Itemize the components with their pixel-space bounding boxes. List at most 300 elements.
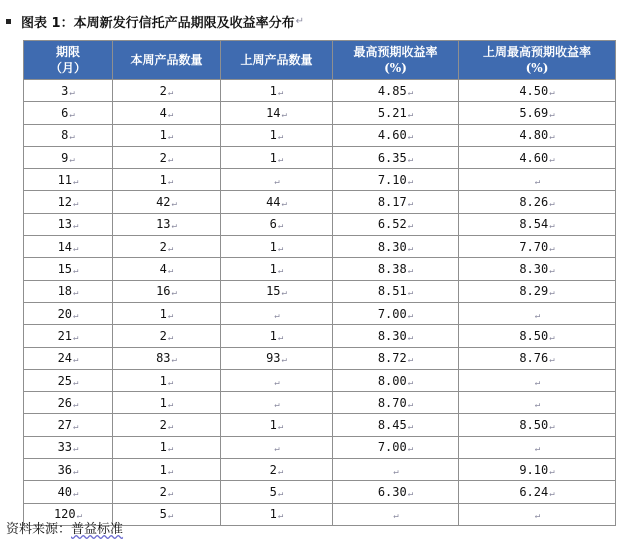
cell-value: 8.70 <box>377 395 407 410</box>
cell-term <box>24 102 113 124</box>
paragraph-mark-icon: ↵ <box>171 288 177 299</box>
table-row <box>24 392 616 414</box>
paragraph-mark-icon: ↵ <box>393 511 399 522</box>
paragraph-mark-icon: ↵ <box>534 399 541 410</box>
cell-this-week-count <box>113 258 221 280</box>
paragraph-mark-icon: ↵ <box>407 399 414 410</box>
cell-max-yield <box>333 124 459 146</box>
cell-last-week-count <box>221 124 333 146</box>
cell-value: 1 <box>159 373 167 388</box>
cell-term <box>24 146 113 168</box>
cell-last-week-max-yield <box>459 392 616 414</box>
cell-last-week-max-yield <box>459 436 616 458</box>
cell-value: 16 <box>156 284 171 299</box>
paragraph-mark-icon: ↵ <box>73 399 79 410</box>
paragraph-mark-icon: ↵ <box>534 377 541 388</box>
table-row <box>24 124 616 146</box>
cell-term <box>24 80 113 102</box>
cell-value: 2 <box>159 239 167 254</box>
paragraph-mark-icon: ↵ <box>277 132 284 143</box>
cell-value: 5.69 <box>519 105 549 120</box>
paragraph-mark-icon: ↵ <box>69 132 75 143</box>
cell-max-yield <box>333 191 459 213</box>
paragraph-mark-icon: ↵ <box>277 221 284 232</box>
cell-value: 1 <box>269 328 277 343</box>
cell-max-yield <box>333 347 459 369</box>
paragraph-mark-icon: ↵ <box>281 288 287 299</box>
cell-value: 14 <box>57 239 73 254</box>
table-row <box>24 481 616 503</box>
cell-value: 1 <box>269 239 277 254</box>
cell-this-week-count <box>113 325 221 347</box>
cell-value: 8.29 <box>519 284 549 299</box>
cell-this-week-count <box>113 280 221 302</box>
cell-value: 15 <box>57 262 73 277</box>
cell-max-yield <box>333 102 459 124</box>
table-row <box>24 369 616 391</box>
paragraph-mark-icon: ↵ <box>549 355 555 366</box>
cell-value: 8.54 <box>519 217 549 232</box>
cell-last-week-max-yield <box>459 325 616 347</box>
header-term: 期限 （月） <box>24 41 113 80</box>
cell-term <box>24 436 113 458</box>
cell-value: 8.72 <box>377 351 407 366</box>
table-row <box>24 459 616 481</box>
cell-last-week-max-yield <box>459 503 616 525</box>
paragraph-mark-icon: ↵ <box>407 422 414 433</box>
paragraph-mark-icon: ↵ <box>407 176 414 187</box>
cell-value: 1 <box>159 128 167 143</box>
cell-value: 36 <box>57 462 73 477</box>
paragraph-mark-icon: ↵ <box>407 109 414 120</box>
source-name: 普益标准 <box>71 522 124 537</box>
cell-this-week-count <box>113 80 221 102</box>
paragraph-mark-icon: ↵ <box>281 109 287 120</box>
cell-max-yield <box>333 325 459 347</box>
paragraph-mark-icon: ↵ <box>73 176 79 187</box>
paragraph-mark-icon: ↵ <box>73 355 79 366</box>
cell-last-week-count <box>221 80 333 102</box>
paragraph-mark-icon: ↵ <box>281 355 287 366</box>
cell-last-week-count <box>221 258 333 280</box>
cell-last-week-max-yield <box>459 213 616 235</box>
cell-value: 2 <box>159 484 167 499</box>
cell-term <box>24 459 113 481</box>
cell-last-week-count <box>221 146 333 168</box>
cell-value: 40 <box>57 484 73 499</box>
cell-value: 8.38 <box>377 262 407 277</box>
cell-value: 8.00 <box>377 373 407 388</box>
paragraph-mark-icon: ↵ <box>73 377 79 388</box>
paragraph-mark-icon: ↵ <box>549 466 555 477</box>
cell-max-yield <box>333 503 459 525</box>
cell-value: 8.17 <box>377 195 407 210</box>
cell-value: 4.50 <box>519 83 549 98</box>
cell-value: 6 <box>269 217 277 232</box>
paragraph-mark-icon: ↵ <box>277 266 284 277</box>
cell-value: 8.45 <box>377 418 407 433</box>
paragraph-mark-icon: ↵ <box>73 199 79 210</box>
paragraph-mark-icon: ↵ <box>549 422 555 433</box>
cell-value: 4.60 <box>377 128 407 143</box>
cell-value: 44 <box>266 195 281 210</box>
cell-this-week-count <box>113 481 221 503</box>
cell-value: 25 <box>57 373 73 388</box>
cell-this-week-count <box>113 369 221 391</box>
cell-value: 14 <box>266 105 281 120</box>
paragraph-mark-icon: ↵ <box>277 488 284 499</box>
cell-max-yield <box>333 369 459 391</box>
paragraph-mark-icon: ↵ <box>167 466 174 477</box>
cell-value: 2 <box>159 418 167 433</box>
paragraph-mark-icon: ↵ <box>277 243 284 254</box>
cell-value: 24 <box>57 351 73 366</box>
cell-value: 13 <box>57 217 73 232</box>
cell-value: 8.30 <box>519 262 549 277</box>
cell-value: 120 <box>53 507 76 522</box>
paragraph-mark-icon: ↵ <box>73 422 79 433</box>
paragraph-mark-icon: ↵ <box>393 466 399 477</box>
paragraph-mark-icon: ↵ <box>171 199 177 210</box>
paragraph-mark-icon: ↵ <box>69 109 75 120</box>
paragraph-mark-icon: ↵ <box>167 266 174 277</box>
cell-max-yield <box>333 436 459 458</box>
paragraph-mark-icon: ↵ <box>171 355 177 366</box>
cell-last-week-count <box>221 414 333 436</box>
cell-value: 7.10 <box>377 172 407 187</box>
paragraph-mark-icon: ↵ <box>274 444 280 455</box>
cell-value: 7.70 <box>519 239 549 254</box>
cell-this-week-count <box>113 169 221 191</box>
paragraph-mark-icon: ↵ <box>167 87 174 98</box>
paragraph-mark-icon: ↵ <box>69 154 75 165</box>
cell-last-week-count <box>221 236 333 258</box>
paragraph-mark-icon: ↵ <box>549 199 555 210</box>
paragraph-mark-icon: ↵ <box>549 132 555 143</box>
paragraph-mark-icon: ↵ <box>407 132 414 143</box>
cell-max-yield <box>333 169 459 191</box>
paragraph-mark-icon: ↵ <box>167 511 174 522</box>
paragraph-mark-icon: ↵ <box>407 444 414 455</box>
paragraph-mark-icon: ↵ <box>407 488 414 499</box>
cell-last-week-max-yield <box>459 302 616 324</box>
cell-this-week-count <box>113 102 221 124</box>
cell-last-week-count <box>221 169 333 191</box>
header-last-week-count: 上周产品数量 <box>221 41 333 80</box>
cell-this-week-count <box>113 392 221 414</box>
table-row <box>24 236 616 258</box>
cell-value: 11 <box>57 172 73 187</box>
paragraph-mark-icon: ↵ <box>407 154 414 165</box>
cell-value: 6.35 <box>377 150 407 165</box>
cell-value: 6.52 <box>377 217 407 232</box>
paragraph-mark-icon: ↵ <box>274 176 280 187</box>
figure-title <box>6 12 304 31</box>
paragraph-mark-icon: ↵ <box>407 355 414 366</box>
cell-last-week-count <box>221 280 333 302</box>
cell-value: 6 <box>61 105 69 120</box>
cell-value: 12 <box>57 195 73 210</box>
paragraph-mark-icon: ↵ <box>167 488 174 499</box>
cell-term <box>24 169 113 191</box>
paragraph-mark-icon: ↵ <box>73 444 79 455</box>
cell-last-week-max-yield <box>459 481 616 503</box>
paragraph-mark-icon: ↵ <box>167 310 174 321</box>
paragraph-mark-icon: ↵ <box>277 422 284 433</box>
cell-value: 9 <box>61 150 69 165</box>
cell-value: 5 <box>159 507 167 522</box>
table-row <box>24 302 616 324</box>
cell-max-yield <box>333 392 459 414</box>
cell-term <box>24 414 113 436</box>
paragraph-mark-icon: ↵ <box>73 332 79 343</box>
cell-term <box>24 392 113 414</box>
header-last-week-max-yield: 上周最高预期收益率 (%) <box>459 41 616 80</box>
paragraph-mark-icon: ↵ <box>534 310 541 321</box>
cell-value: 1 <box>159 395 167 410</box>
cell-value: 1 <box>269 507 277 522</box>
cell-value: 6.30 <box>377 484 407 499</box>
cell-value: 2 <box>269 462 277 477</box>
cell-last-week-max-yield <box>459 169 616 191</box>
cell-value: 3 <box>61 83 69 98</box>
cell-last-week-count <box>221 347 333 369</box>
cell-value: 5 <box>269 484 277 499</box>
cell-this-week-count <box>113 124 221 146</box>
paragraph-mark-icon: ↵ <box>277 154 284 165</box>
cell-last-week-max-yield <box>459 191 616 213</box>
paragraph-mark-icon: ↵ <box>167 154 174 165</box>
cell-value: 42 <box>156 195 171 210</box>
paragraph-mark-icon: ↵ <box>407 288 414 299</box>
cell-max-yield <box>333 280 459 302</box>
cell-last-week-count <box>221 436 333 458</box>
paragraph-mark-icon: ↵ <box>274 310 280 321</box>
source-label: 资料来源： <box>6 522 72 537</box>
paragraph-mark-icon: ↵ <box>277 466 284 477</box>
paragraph-mark-icon: ↵ <box>167 422 174 433</box>
cell-value: 4.85 <box>377 83 407 98</box>
paragraph-mark-icon: ↵ <box>274 377 280 388</box>
cell-value: 1 <box>159 462 167 477</box>
cell-last-week-max-yield <box>459 80 616 102</box>
cell-this-week-count <box>113 436 221 458</box>
cell-term <box>24 280 113 302</box>
cell-value: 18 <box>57 284 73 299</box>
cell-term <box>24 191 113 213</box>
cell-term <box>24 258 113 280</box>
table-row <box>24 146 616 168</box>
cell-value: 27 <box>57 418 73 433</box>
cell-value: 33 <box>57 440 73 455</box>
source-note <box>6 518 123 537</box>
table-row <box>24 169 616 191</box>
cell-value: 1 <box>269 418 277 433</box>
cell-this-week-count <box>113 302 221 324</box>
table-row <box>24 191 616 213</box>
cell-value: 8.76 <box>519 351 549 366</box>
cell-value: 9.10 <box>519 462 549 477</box>
paragraph-mark-icon: ↵ <box>167 176 174 187</box>
cell-last-week-count <box>221 503 333 525</box>
paragraph-mark-icon: ↵ <box>167 444 174 455</box>
paragraph-mark-icon: ↵ <box>407 332 414 343</box>
cell-value: 1 <box>159 172 167 187</box>
paragraph-mark-icon: ↵ <box>549 266 555 277</box>
cell-last-week-max-yield <box>459 124 616 146</box>
paragraph-mark-icon: ↵ <box>534 444 541 455</box>
table-row <box>24 102 616 124</box>
cell-value: 1 <box>269 262 277 277</box>
cell-this-week-count <box>113 459 221 481</box>
cell-term <box>24 369 113 391</box>
paragraph-mark-icon: ↵ <box>277 511 284 522</box>
paragraph-mark-icon: ↵ <box>549 87 555 98</box>
table-row <box>24 80 616 102</box>
cell-value: 1 <box>269 83 277 98</box>
paragraph-mark-icon: ↵ <box>167 377 174 388</box>
table-row <box>24 213 616 235</box>
cell-value: 4 <box>159 262 167 277</box>
cell-max-yield <box>333 80 459 102</box>
cell-last-week-max-yield <box>459 414 616 436</box>
paragraph-mark-icon: ↵ <box>407 266 414 277</box>
paragraph-mark-icon: ↵ <box>534 176 541 187</box>
table-header-row <box>24 41 616 80</box>
paragraph-mark-icon: ↵ <box>407 199 414 210</box>
table-row <box>24 436 616 458</box>
cell-this-week-count <box>113 347 221 369</box>
figure-title-text: 图表 1：本周新发行信托产品期限及收益率分布 <box>21 16 295 31</box>
cell-value: 1 <box>269 128 277 143</box>
paragraph-mark-icon: ↵ <box>407 310 414 321</box>
paragraph-mark-icon: ↵ <box>281 199 287 210</box>
paragraph-mark-icon: ↵ <box>549 488 555 499</box>
paragraph-mark-icon: ↵ <box>549 243 555 254</box>
cell-last-week-count <box>221 325 333 347</box>
table-row <box>24 325 616 347</box>
cell-max-yield <box>333 481 459 503</box>
paragraph-mark-icon: ↵ <box>274 399 280 410</box>
table-row <box>24 280 616 302</box>
cell-max-yield <box>333 236 459 258</box>
cell-value: 26 <box>57 395 73 410</box>
cell-value: 4.60 <box>519 150 549 165</box>
cell-this-week-count <box>113 414 221 436</box>
cell-this-week-count <box>113 213 221 235</box>
cell-last-week-max-yield <box>459 102 616 124</box>
cell-last-week-max-yield <box>459 459 616 481</box>
cell-max-yield <box>333 302 459 324</box>
cell-value: 13 <box>156 217 171 232</box>
cell-term <box>24 236 113 258</box>
cell-max-yield <box>333 414 459 436</box>
table-row <box>24 414 616 436</box>
cell-value: 2 <box>159 328 167 343</box>
cell-last-week-count <box>221 369 333 391</box>
paragraph-mark-icon: ↵ <box>167 243 174 254</box>
paragraph-mark-icon: ↵ <box>277 332 284 343</box>
table-row <box>24 347 616 369</box>
paragraph-mark-icon: ↵ <box>549 332 555 343</box>
bullet-icon <box>6 19 11 24</box>
paragraph-mark-icon: ↵ <box>167 132 174 143</box>
trust-product-table <box>23 40 616 526</box>
paragraph-mark-icon: ↵ <box>73 488 79 499</box>
cell-this-week-count <box>113 191 221 213</box>
paragraph-mark-icon: ↵ <box>277 87 284 98</box>
cell-value: 6.24 <box>519 484 549 499</box>
cell-value: 8.51 <box>377 284 407 299</box>
cell-value: 8.50 <box>519 328 549 343</box>
cell-last-week-count <box>221 481 333 503</box>
paragraph-mark-icon: ↵ <box>407 221 414 232</box>
paragraph-mark-icon: ↵ <box>549 154 555 165</box>
cell-last-week-count <box>221 213 333 235</box>
cell-value: 20 <box>57 306 73 321</box>
cell-value: 4 <box>159 105 167 120</box>
cell-term <box>24 481 113 503</box>
table-body <box>24 80 616 526</box>
cell-value: 2 <box>159 150 167 165</box>
cell-this-week-count <box>113 146 221 168</box>
cell-value: 1 <box>159 306 167 321</box>
cell-term <box>24 302 113 324</box>
paragraph-mark-icon: ↵ <box>76 511 83 522</box>
cell-last-week-count <box>221 392 333 414</box>
paragraph-mark-icon: ↵ <box>407 243 414 254</box>
cell-last-week-max-yield <box>459 236 616 258</box>
cell-last-week-max-yield <box>459 146 616 168</box>
paragraph-mark-icon: ↵ <box>167 399 174 410</box>
paragraph-mark-icon: ↵ <box>69 87 75 98</box>
header-max-yield: 最高预期收益率 (%) <box>333 41 459 80</box>
paragraph-mark-icon: ↵ <box>171 221 177 232</box>
cell-last-week-count <box>221 102 333 124</box>
paragraph-mark-icon: ↵ <box>73 288 79 299</box>
cell-value: 7.00 <box>377 306 407 321</box>
paragraph-mark-icon: ↵ <box>549 288 555 299</box>
cell-value: 5.21 <box>377 105 407 120</box>
header-this-week-count: 本周产品数量 <box>113 41 221 80</box>
cell-last-week-count <box>221 459 333 481</box>
cell-value: 2 <box>159 83 167 98</box>
cell-last-week-count <box>221 302 333 324</box>
cell-value: 8.26 <box>519 195 549 210</box>
cell-max-yield <box>333 258 459 280</box>
cell-value: 1 <box>269 150 277 165</box>
paragraph-mark-icon: ↵ <box>534 511 541 522</box>
cell-last-week-max-yield <box>459 347 616 369</box>
paragraph-mark-icon: ↵ <box>295 16 304 27</box>
cell-last-week-count <box>221 191 333 213</box>
cell-last-week-max-yield <box>459 369 616 391</box>
table-row <box>24 258 616 280</box>
cell-term <box>24 325 113 347</box>
paragraph-mark-icon: ↵ <box>407 87 414 98</box>
cell-value: 93 <box>266 351 281 366</box>
paragraph-mark-icon: ↵ <box>73 466 79 477</box>
paragraph-mark-icon: ↵ <box>73 243 79 254</box>
cell-max-yield <box>333 146 459 168</box>
cell-term <box>24 213 113 235</box>
paragraph-mark-icon: ↵ <box>73 221 79 232</box>
cell-max-yield <box>333 213 459 235</box>
cell-max-yield <box>333 459 459 481</box>
cell-value: 7.00 <box>377 440 407 455</box>
cell-value: 8 <box>61 128 69 143</box>
paragraph-mark-icon: ↵ <box>549 109 555 120</box>
